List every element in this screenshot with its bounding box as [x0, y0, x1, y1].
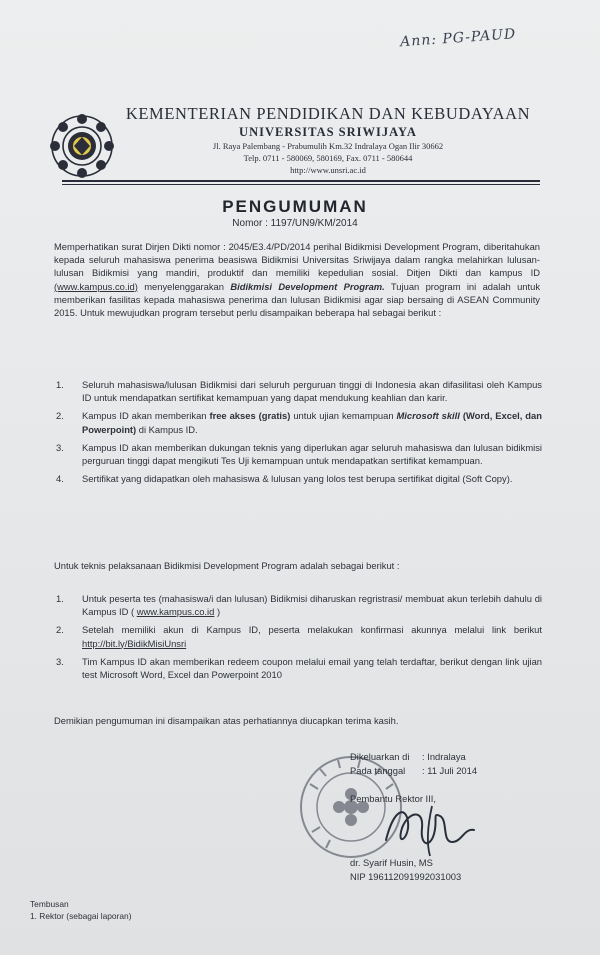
ministry-name: KEMENTERIAN PENDIDIKAN DAN KEBUDAYAAN	[125, 104, 531, 123]
copy-section	[30, 898, 132, 922]
handwritten-note: Ann: PG-PAUD	[399, 26, 517, 51]
list-item: 3. Kampus ID akan memberikan dukungan teknis yang diperlukan agar seluruh mahasiswa dan lulusan bidikmisi perguruan tinggi dapat mengikuti Tes Uji kemampuan untuk mendapatkan sertifikat kemampuan.	[56, 441, 542, 467]
university-logo-icon	[48, 112, 116, 180]
kampus-link[interactable]: www.kampus.co.id	[136, 606, 215, 618]
university-name: UNIVERSITAS SRIWIJAYA	[239, 125, 417, 139]
list-item: 3. Tim Kampus ID akan memberikan redeem coupon melalui email yang telah terdaftar, berikut dengan link ujian test Microsoft Word, Excel dan Powerpoint 2010	[56, 655, 542, 681]
list-item: 1. Seluruh mahasiswa/lulusan Bidikmisi dari seluruh perguruan tinggi di Indonesia akan difasilitasi oleh Kampus ID untuk mendapatkan sertifikat kemampuan yang dapat mendukung keahlian dan karir.	[56, 379, 542, 404]
list-item: 2. Kampus ID akan memberikan free akses (gratis) untuk ujian kemampuan Microsoft skill (Word, Excel, dan Powerpoint) di Kampus ID.	[56, 410, 542, 435]
letterhead	[108, 104, 548, 176]
copy-label: Tembusan	[30, 899, 69, 909]
list-item: 1. Untuk peserta tes (mahasiswa/i dan lulusan) Bidikmisi diharuskan regristrasi/ membuat akun terlebih dahulu di Kampus ID ( www.kampus.co.id )	[56, 593, 542, 618]
closing-sentence: Demikian pengumuman ini disampaikan atas perhatiannya diucapkan terima kasih.	[54, 715, 399, 726]
copy-item: 1. Rektor (sebagai laporan)	[30, 911, 132, 921]
phone: Telp. 0711 - 580069, 580169, Fax. 0711 - 580644	[243, 153, 413, 163]
signer-name: dr. Syarif Husin, MS	[350, 857, 433, 868]
signer-position: Pembantu Rektor III,	[350, 793, 436, 804]
address: Jl. Raya Palembang - Prabumulih Km.32 Indralaya Ogan Ilir 30662	[212, 141, 444, 151]
header-rule	[62, 180, 540, 182]
bitly-link[interactable]: http://bit.ly/BidikMisiUnsri	[82, 637, 187, 649]
website: http://www.unsri.ac.id	[290, 165, 366, 175]
signer-nip: NIP 196112091992031003	[350, 871, 462, 882]
points-list	[54, 378, 542, 490]
signer-info	[346, 856, 461, 884]
list-item: 2. Setelah memiliki akun di Kampus ID, peserta melakukan konfirmasi akunnya melalui link berikut http://bit.ly/BidikMisiUnsri	[56, 624, 542, 649]
technical-intro: Untuk teknis pelaksanaan Bidikmisi Development Program adalah sebagai berikut :	[54, 560, 400, 571]
program-name: Bidikmisi Development Program.	[230, 280, 385, 292]
kampus-id-link[interactable]: (www.kampus.co.id)	[54, 280, 138, 292]
intro-paragraph: Memperhatikan surat Dirjen Dikti nomor : 2045/E3.4/PD/2014 perihal Bidikmisi Development Program, diberitahukan kepada seluruh mahasiswa penerima beasiswa Bidikmisi Universitas Sriwijaya dalam rangka melahirkan lulusan-lulusan Bidikmisi yang mandiri, produktif dan memiliki kepedulian sosial. Ditjen Dikti dan kampus ID (www.kampus.co.id) menyelenggarakan Bidikmisi Development Program. Tujuan program ini adalah untuk memberikan fasilitas kepada mahasiswa penerima dan lulusan Bidikmisi agar siap bersaing di ASEAN Community 2015. Untuk mewujudkan program tersebut perlu disampaikan beberapa hal sebagai berikut :	[54, 241, 541, 319]
steps-list	[54, 592, 542, 686]
header-rule-thin	[62, 184, 540, 185]
handwritten-signature-icon	[372, 798, 492, 858]
signature-block: Dikeluarkan di : Indralaya Pada tanggal : 11 Juli 2014 Pembantu Rektor III,	[350, 750, 550, 806]
announcement-number: Nomor : 1197/UN9/KM/2014	[232, 218, 358, 229]
list-item: 4. Sertifikat yang didapatkan oleh mahasiswa & lulusan yang lolos test berupa sertifikat digital (Soft Copy).	[56, 473, 513, 485]
page-title: PENGUMUMAN	[222, 197, 368, 216]
